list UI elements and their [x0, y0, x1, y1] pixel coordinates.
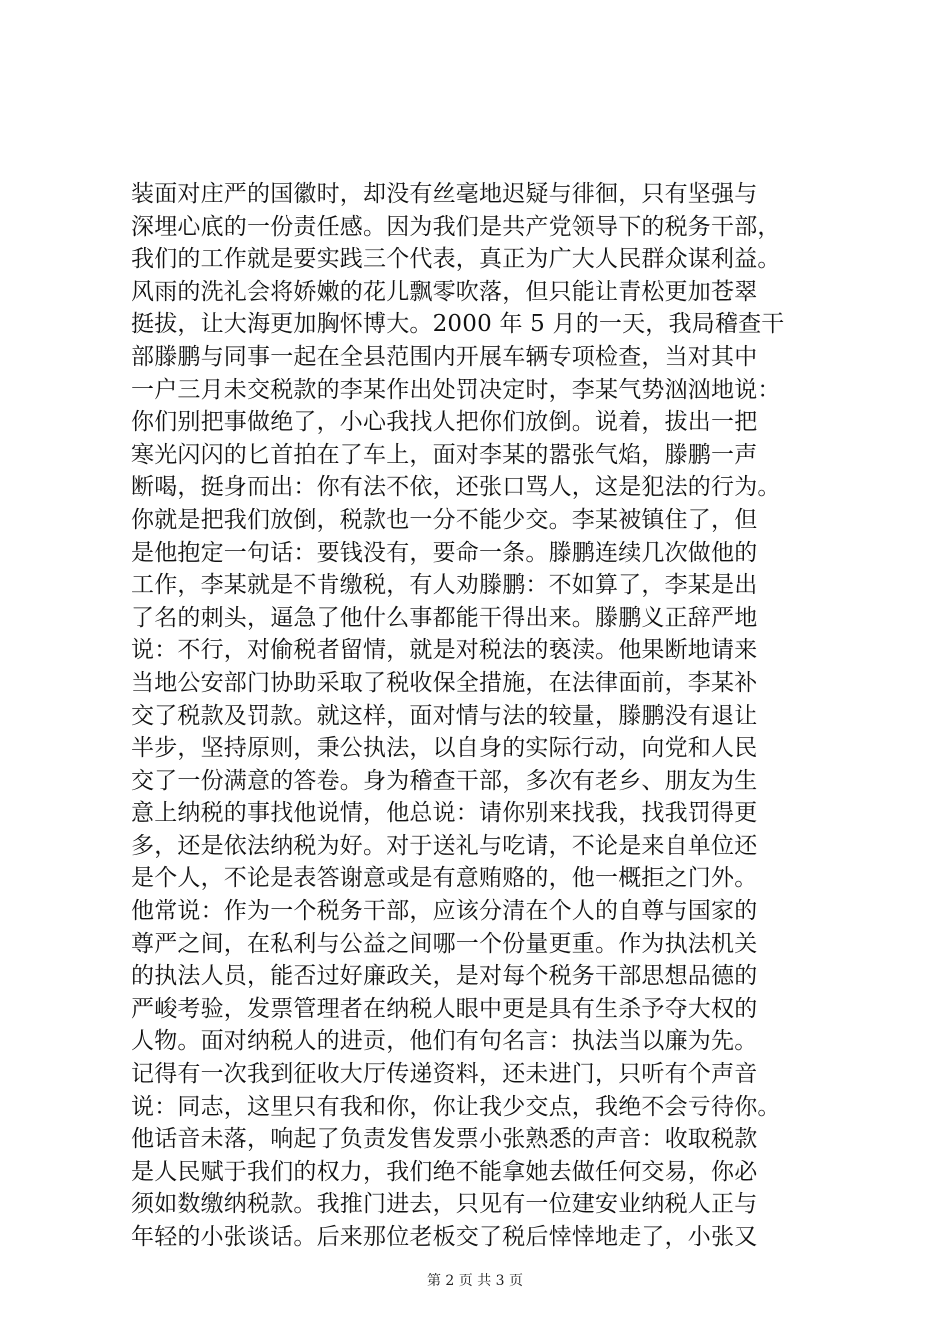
text-line: 交了一份满意的答卷。身为稽查干部，多次有老乡、朋友为生: [131, 767, 758, 794]
text-line: 意上纳税的事找他说情，他总说：请你别来找我，找我罚得更: [131, 800, 758, 827]
text-line: 断喝，挺身而出：你有法不依，还张口骂人，这是犯法的行为。: [131, 474, 781, 501]
text-line: 是个人，不论是表答谢意或是有意贿赂的，他一概拒之门外。: [131, 865, 758, 892]
text-line: 你就是把我们放倒，税款也一分不能少交。李某被镇住了，但: [131, 506, 758, 533]
text-line: 记得有一次我到征收大厅传递资料，还未进门，只听有个声音: [131, 1061, 758, 1088]
text-line: 半步，坚持原则，秉公执法，以自身的实际行动，向党和人民: [131, 735, 758, 762]
text-line: 工作，李某就是不肯缴税，有人劝滕鹏：不如算了，李某是出: [131, 572, 758, 599]
text-line: 说：不行，对偷税者留情，就是对税法的亵渎。他果断地请来: [131, 637, 758, 664]
text-line: 装面对庄严的国徽时，却没有丝毫地迟疑与徘徊，只有坚强与: [131, 181, 758, 207]
text-line: 严峻考验，发票管理者在纳税人眼中更是具有生杀予夺大权的: [131, 995, 758, 1022]
text-line: 须如数缴纳税款。我推门进去，只见有一位建安业纳税人正与: [131, 1191, 758, 1218]
text-line: 一户三月未交税款的李某作出处罚决定时，李某气势汹汹地说：: [131, 376, 781, 403]
text-line: 是人民赋于我们的权力，我们绝不能拿她去做任何交易，你必: [131, 1158, 758, 1185]
text-line: 交了税款及罚款。就这样，面对情与法的较量，滕鹏没有退让: [131, 702, 758, 729]
text-line: 是他抱定一句话：要钱没有，要命一条。滕鹏连续几次做他的: [131, 539, 758, 566]
text-line: 多，还是依法纳税为好。对于送礼与吃请，不论是来自单位还: [131, 832, 758, 859]
text-line: 风雨的洗礼会将娇嫩的花儿飘零吹落，但只能让青松更加苍翠: [131, 278, 758, 305]
text-line: 你们别把事做绝了，小心我找人把你们放倒。说着，拔出一把: [131, 409, 758, 436]
text-line: 人物。面对纳税人的进贡，他们有句名言：执法当以廉为先。: [131, 1028, 758, 1055]
text-line: 深埋心底的一份责任感。因为我们是共产党领导下的税务干部，: [131, 213, 781, 240]
text-line: 我们的工作就是要实践三个代表，真正为广大人民群众谋利益。: [131, 246, 781, 273]
text-line: 当地公安部门协助采取了税收保全措施，在法律面前，李某补: [131, 669, 758, 696]
text-line: 了名的刺头，逼急了他什么事都能干得出来。滕鹏义正辞严地: [131, 604, 758, 631]
text-line: 他常说：作为一个税务干部，应该分清在个人的自尊与国家的: [131, 898, 758, 925]
text-line: 他话音未落，响起了负责发售发票小张熟悉的声音：收取税款: [131, 1126, 758, 1153]
body-text: [131, 178, 831, 1254]
text-line: 挺拔，让大海更加胸怀博大。2000 年 5 月的一天，我局稽查干: [131, 311, 785, 338]
text-line: 年轻的小张谈话。后来那位老板交了税后悻悻地走了，小张又: [131, 1224, 758, 1250]
text-line: 说：同志，这里只有我和你，你让我少交点，我绝不会亏待你。: [131, 1093, 781, 1120]
text-line: 尊严之间，在私利与公益之间哪一个份量更重。作为执法机关: [131, 930, 758, 957]
text-line: 部滕鹏与同事一起在全县范围内开展车辆专项检查，当对其中: [131, 343, 758, 370]
page-footer: 第 2 页 共 3 页: [426, 1273, 524, 1289]
text-line: 的执法人员，能否过好廉政关，是对每个税务干部思想品德的: [131, 963, 758, 990]
text-line: 寒光闪闪的匕首拍在了车上，面对李某的嚣张气焰，滕鹏一声: [131, 441, 758, 468]
